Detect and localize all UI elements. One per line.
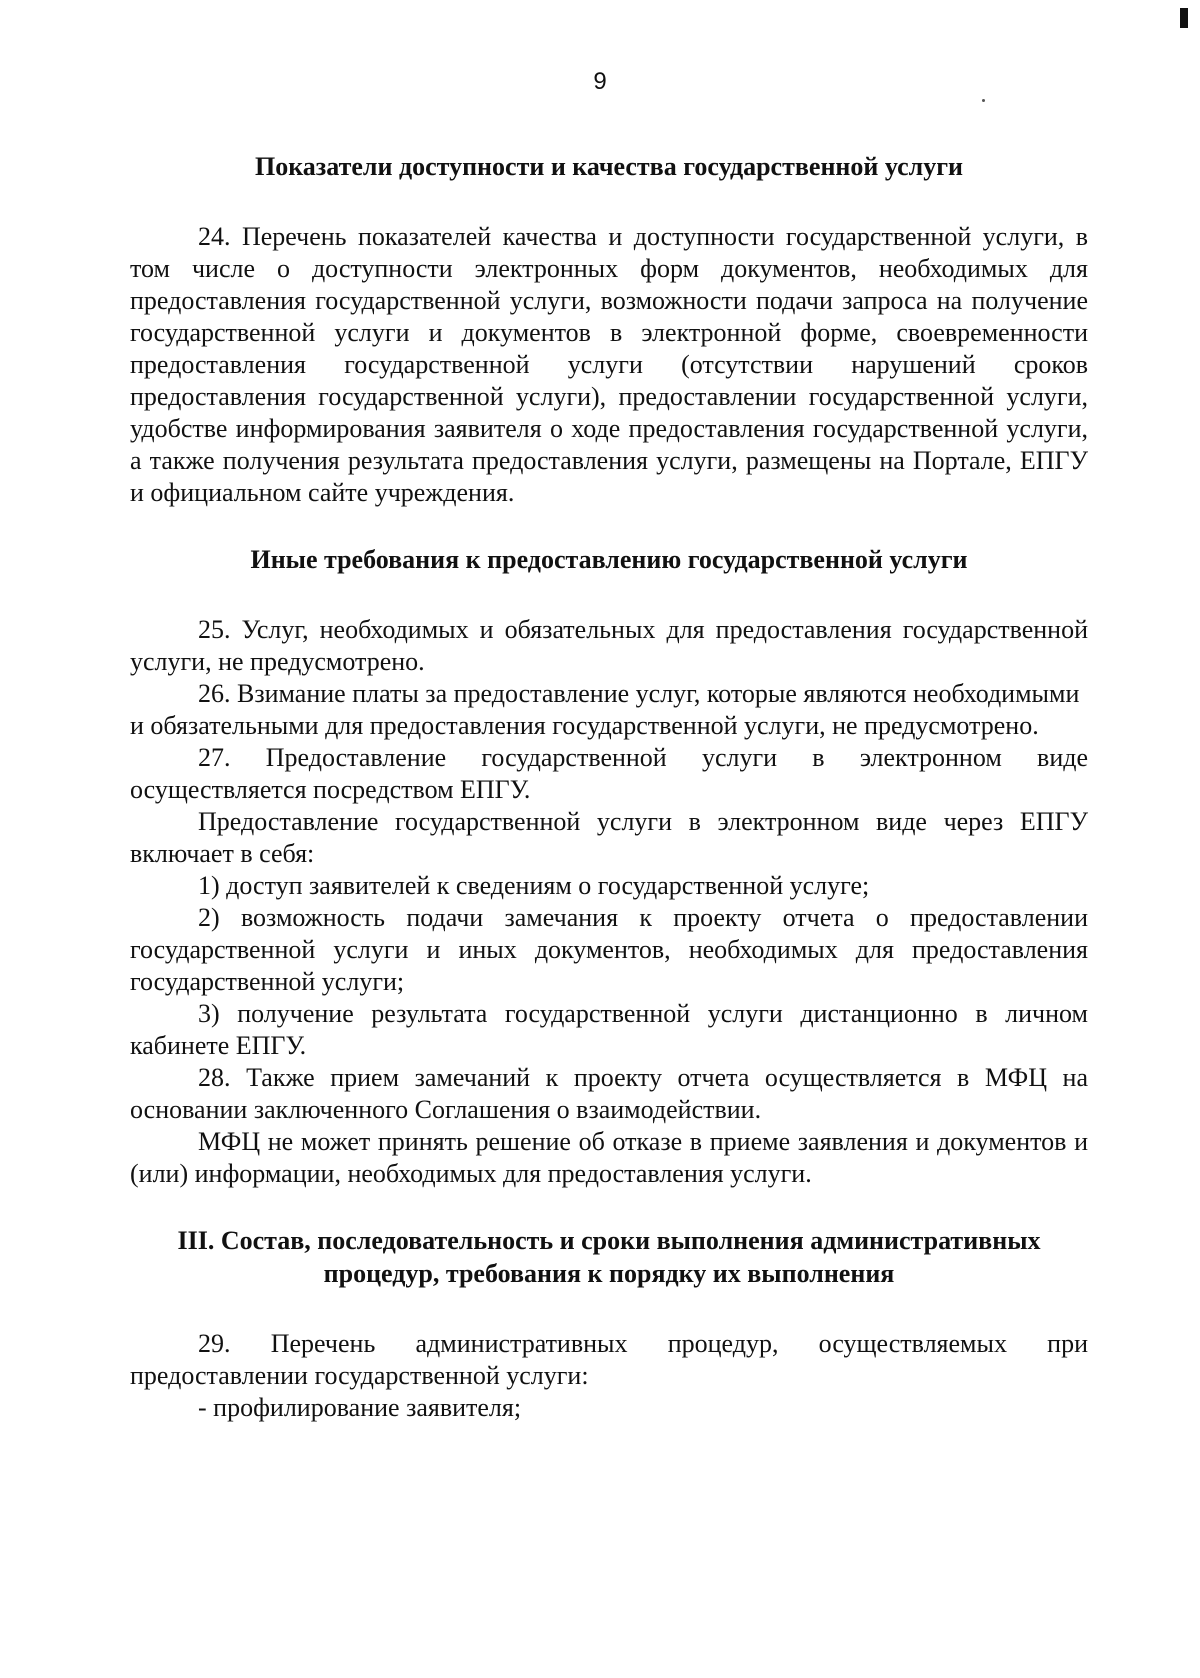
paragraph-24: 24. Перечень показателей качества и доступности государственной услуги, в том числе о доступности электронных форм документов, необходимых для предоставления государственной услуги, возможности подачи запроса на получение государственной услуги и документов в электронной форме, своевременности предоставления государственной услуги (отсутствии нарушений сроков предоставления государственной услуги), предоставлении государственной услуги, удобстве информирования заявителя о ходе предоставления государственной услуги, а также получения результата предоставления услуги, размещены на Портале, ЕПГУ и официальном сайте учреждения.	[130, 222, 1088, 507]
list-item-3: 3) получение результата государственной услуги дистанционно в личном кабинете ЕПГУ.	[130, 999, 1088, 1060]
page-number: 9	[593, 68, 607, 95]
section-heading-other-requirements: Иные требования к предоставлению государственной услуги	[250, 545, 968, 574]
section-heading-iii-line2: процедур, требования к порядку их выполнения	[323, 1259, 895, 1288]
section-heading-iii-line1: III. Состав, последовательность и сроки выполнения административных	[177, 1226, 1041, 1255]
paragraph-29: 29. Перечень административных процедур, осуществляемых при предоставлении государственной услуги:	[130, 1329, 1088, 1390]
bullet-item-1: - профилирование заявителя;	[198, 1393, 522, 1422]
scan-edge-mark	[1180, 8, 1188, 28]
paragraph-25: 25. Услуг, необходимых и обязательных для предоставления государственной услуги, не предусмотрено.	[130, 615, 1088, 676]
list-item-1: 1) доступ заявителей к сведениям о государственной услуге;	[198, 871, 870, 900]
paragraph-28: 28. Также прием замечаний к проекту отчета осуществляется в МФЦ на основании заключенного Соглашения о взаимодействии.	[130, 1063, 1088, 1124]
scan-speck	[982, 99, 985, 102]
paragraph-26-part1: 26. Взимание платы за предоставление услуг, которые являются необходимыми	[198, 679, 1080, 708]
paragraph-26-part2: и обязательными для предоставления государственной услуги, не предусмотрено.	[130, 711, 1039, 740]
section-heading-iii	[130, 1224, 1088, 1290]
section-heading-availability: Показатели доступности и качества государственной услуги	[254, 152, 964, 181]
document-body	[130, 150, 1088, 1424]
paragraph-27-continued: Предоставление государственной услуги в электронном виде через ЕПГУ включает в себя:	[130, 807, 1088, 868]
paragraph-27: 27. Предоставление государственной услуги в электронном виде осуществляется посредством ЕПГУ.	[130, 743, 1088, 804]
paragraph-28-continued: МФЦ не может принять решение об отказе в приеме заявления и документов и (или) информации, необходимых для предоставления услуги.	[130, 1127, 1088, 1188]
list-item-2: 2) возможность подачи замечания к проекту отчета о предоставлении государственной услуги и иных документов, необходимых для предоставления государственной услуги;	[130, 903, 1088, 996]
